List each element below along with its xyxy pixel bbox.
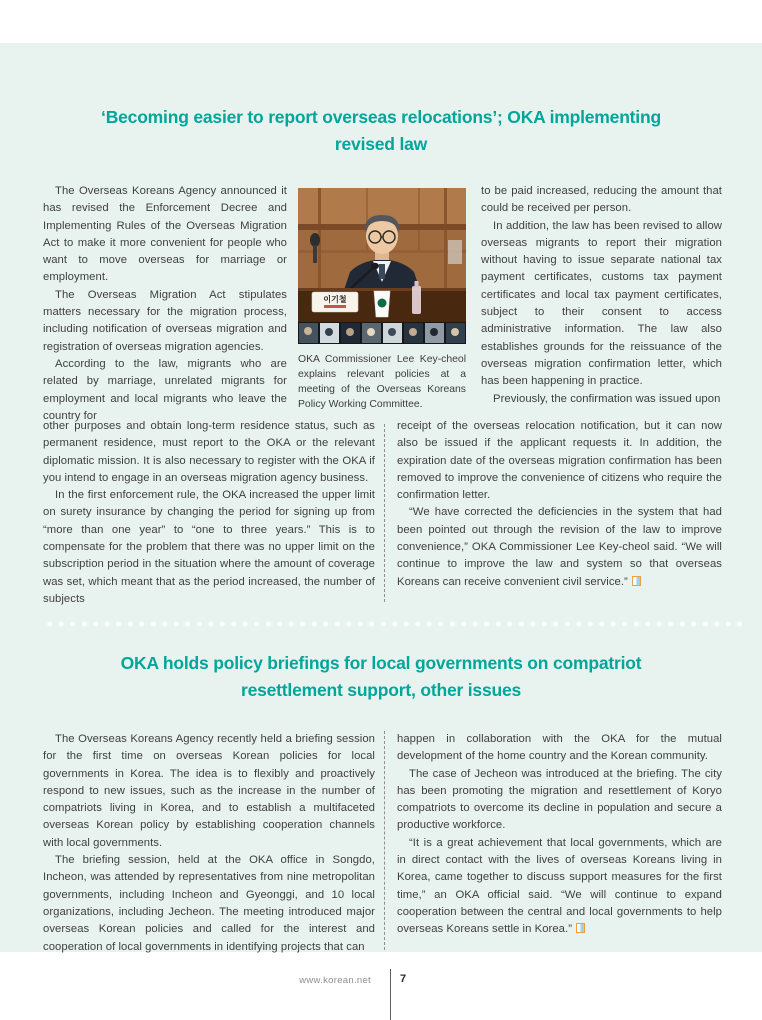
article2-title-line2: resettlement support, other issues (240, 679, 522, 700)
paragraph: “It is a great achievement that local governments, which are in direct contact with the lives of overseas Koreans living in Korea, came together to discuss support measures for the first time,” an OKA official said. “We will continue to expand cooperation between the central and local governments to help overseas Koreans settle in Korea.” (397, 836, 722, 936)
article1-title-line2: revised law (334, 133, 428, 154)
article1-title-line1: ‘Becoming easier to report overseas relocations’; OKA implementing (101, 107, 661, 127)
article1-column-right-top (481, 183, 722, 408)
photo-nameplate-text: 이기철 (323, 295, 347, 304)
article1-column-left-top (43, 183, 287, 425)
paragraph: receipt of the overseas relocation notification, but it can now also be issued if the applicant requests it. In addition, the expiration date of the overseas migration confirmation has been removed to improve the convenience of citizens who require the confirmation letter. (397, 420, 722, 502)
paragraph: happen in collaboration with the OKA for the mutual development of the home country and the Korean community. (397, 733, 722, 763)
footer-site-url[interactable]: www.korean.net (299, 975, 371, 986)
paragraph: In the first enforcement rule, the OKA increased the upper limit on surety insurance by changing the period for signing up from “more than one year” to “one to three years.” This is to compensate for the problem that there was no upper limit on the subscription period in the situation where the amount of coverage was set, which meant that as the period increased, the number of subjects (43, 489, 375, 605)
paragraph: The Overseas Koreans Agency announced it has revised the Enforcement Decree and Implementing Rules of the Overseas Migration Act to make it more convenient for people who want to move overseas for marriage or employment. (43, 185, 287, 284)
paragraph: to be paid increased, reducing the amount that could be received per person. (481, 185, 722, 215)
footer-page-number: 7 (400, 973, 407, 985)
korean-net-end-mark-icon (576, 923, 585, 933)
dotted-divider (44, 621, 746, 627)
article1-column-right-bottom (397, 418, 722, 591)
article2-title (0, 650, 762, 703)
article1-title (0, 104, 762, 157)
paragraph: In addition, the law has been revised to allow overseas migrants to report their migration without having to issue separate national tax payment certificates, customs tax payment certificates and local tax payment certificates, subject to their consent to access administrative information. The law also establishes grounds for the reissuance of the overseas migration confirmation letter, which has been happening in practice. (481, 219, 722, 388)
article1-photo (298, 188, 466, 344)
article2-title-line1: OKA holds policy briefings for local governments on compatriot (120, 653, 642, 673)
article2-column-right (397, 731, 722, 939)
paragraph: Previously, the confirmation was issued upon (493, 392, 721, 405)
article1-column-divider (384, 424, 385, 602)
paragraph: The Overseas Koreans Agency recently held a briefing session for the first time on overseas Korean policies for local governments in Korea. The idea is to flexibly and proactively respond to new issues, such as the increase in the number of compatriots living in Korea, and to establish a multifaceted overseas Korean policy by establishing cooperation channels with local governments. (43, 733, 375, 849)
paragraph: The Overseas Migration Act stipulates matters necessary for the migration process, including notification of overseas migration and registration of overseas migration agencies. (43, 288, 287, 353)
paragraph: The briefing session, held at the OKA office in Songdo, Incheon, was attended by representatives from nine metropolitan governments, including Incheon and Gyeonggi, and 10 local organizations, including Jecheon. The meeting introduced major overseas Korean policies and called for the interest and cooperation of local governments in identifying projects that can (43, 854, 375, 953)
article2-column-left (43, 731, 375, 956)
korean-net-end-mark-icon (632, 576, 641, 586)
paragraph: According to the law, migrants who are related by marriage, unrelated migrants for employment and local migrants who leave the country for (43, 357, 287, 422)
paragraph: The case of Jecheon was introduced at the briefing. The city has been promoting the migration and resettlement of Koryo compatriots to overcome its decline in population and secure a productive workforce. (397, 767, 722, 832)
paragraph: other purposes and obtain long-term residence status, such as permanent residence, must report to the OKA or the relevant diplomatic mission. It is also necessary to register with the OKA if you intend to engage in an overseas migration agency business. (43, 420, 375, 484)
photo-caption: OKA Commissioner Lee Key-cheol explains relevant policies at a meeting of the Overseas Koreans Policy Working Committee. (298, 354, 466, 410)
article2-column-divider (384, 731, 385, 950)
paragraph: “We have corrected the deficiencies in the system that had been pointed out through the revision of the law to improve convenience,” OKA Commissioner Lee Key-cheol said. “We will continue to improve the law and system so that overseas Koreans can receive convenient civil service.” (397, 506, 722, 588)
footer-divider-line (390, 969, 391, 1020)
photo-illustration (298, 188, 466, 344)
article1-column-left-bottom (43, 418, 375, 608)
